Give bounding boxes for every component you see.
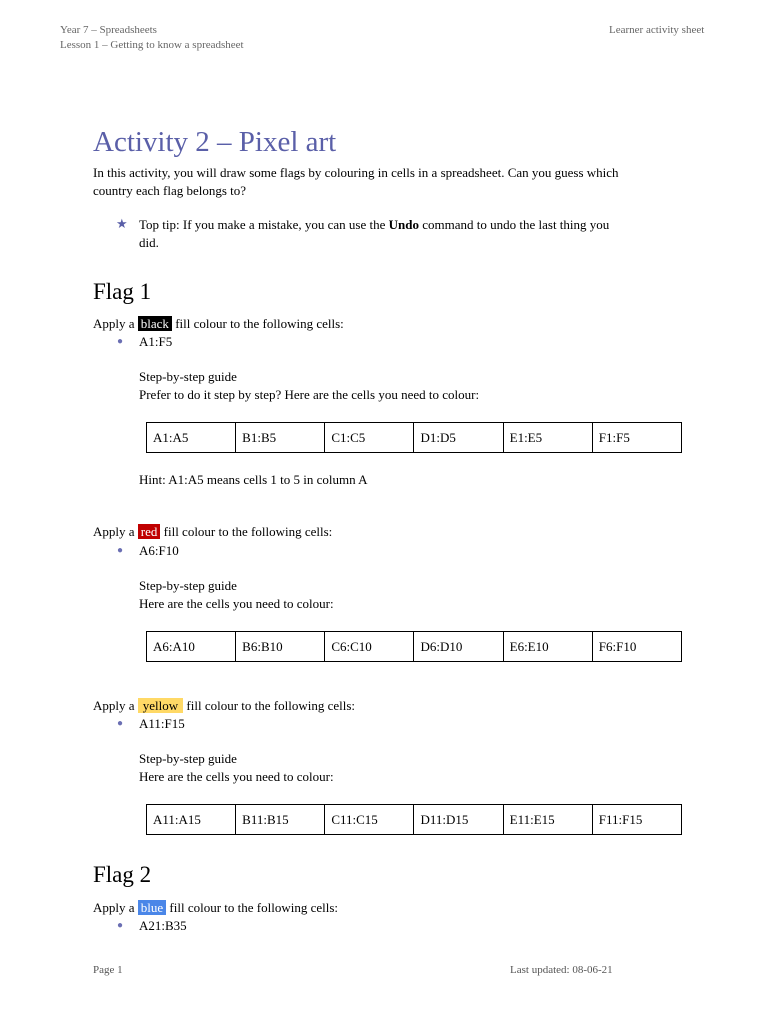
- intro-text: [93, 164, 619, 200]
- black-hint: Hint: A1:A5 means cells 1 to 5 in column A: [139, 472, 368, 487]
- black-instruction: [93, 315, 344, 333]
- red-cells-table: [146, 631, 682, 662]
- bullet-icon: ●: [117, 545, 124, 556]
- instruction-suffix: fill colour to the following cells:: [166, 900, 339, 915]
- cell-range: B6:B10: [236, 632, 325, 662]
- black-range: A1:F5: [139, 334, 173, 349]
- cell-range: C6:C10: [325, 632, 414, 662]
- intro-line-1: In this activity, you will draw some flags by colouring in cells in a spreadsheet. Can you guess which: [93, 165, 619, 180]
- tip-prefix: Top tip: If you make a mistake, you can use the: [139, 217, 389, 232]
- blue-colour-label: blue: [138, 900, 166, 915]
- intro-line-2: country each flag belongs to?: [93, 183, 247, 198]
- black-guide-title: Step-by-step guide: [139, 369, 237, 384]
- cell-range: B11:B15: [236, 805, 325, 835]
- last-updated: Last updated: 08-06-21: [510, 964, 613, 976]
- instruction-prefix: Apply a: [93, 698, 138, 713]
- yellow-range: A11:F15: [139, 716, 185, 731]
- blue-instruction: [93, 899, 338, 917]
- yellow-colour-label: yellow: [138, 698, 183, 713]
- yellow-guide-text: Here are the cells you need to colour:: [139, 769, 334, 784]
- yellow-instruction: [93, 697, 355, 715]
- cell-range: D1:D5: [414, 423, 503, 453]
- bullet-icon: ●: [117, 336, 124, 347]
- blue-range: A21:B35: [139, 918, 187, 933]
- red-instruction: [93, 523, 332, 541]
- black-guide-text: Prefer to do it step by step? Here are the cells you need to colour:: [139, 387, 480, 402]
- black-colour-label: black: [138, 316, 172, 331]
- cell-range: D6:D10: [414, 632, 503, 662]
- page-number: Page 1: [93, 964, 123, 976]
- header-sheet-type: Learner activity sheet: [609, 24, 705, 36]
- cell-range: A6:A10: [147, 632, 236, 662]
- red-guide-text: Here are the cells you need to colour:: [139, 596, 334, 611]
- cell-range: C11:C15: [325, 805, 414, 835]
- cell-range: F6:F10: [592, 632, 681, 662]
- cell-range: E1:E5: [503, 423, 592, 453]
- star-icon: ★: [116, 216, 128, 231]
- instruction-prefix: Apply a: [93, 900, 138, 915]
- cell-range: E6:E10: [503, 632, 592, 662]
- red-range: A6:F10: [139, 543, 179, 558]
- black-cells-table: [146, 422, 682, 453]
- instruction-prefix: Apply a: [93, 316, 138, 331]
- cell-range: B1:B5: [236, 423, 325, 453]
- cell-range: D11:D15: [414, 805, 503, 835]
- header-course: Year 7 – Spreadsheets: [60, 24, 157, 36]
- cell-range: F11:F15: [592, 805, 681, 835]
- tip-undo-command: Undo: [388, 217, 419, 232]
- header-lesson: Lesson 1 – Getting to know a spreadsheet: [60, 39, 244, 51]
- flag1-heading: Flag 1: [93, 279, 152, 304]
- instruction-prefix: Apply a: [93, 524, 138, 539]
- cell-range: A1:A5: [147, 423, 236, 453]
- top-tip: [139, 216, 679, 252]
- cell-range: E11:E15: [503, 805, 592, 835]
- page-title: Activity 2 – Pixel art: [93, 126, 337, 158]
- yellow-cells-table: [146, 804, 682, 835]
- instruction-suffix: fill colour to the following cells:: [171, 316, 344, 331]
- instruction-suffix: fill colour to the following cells:: [160, 524, 333, 539]
- bullet-icon: ●: [117, 718, 124, 729]
- flag2-heading: Flag 2: [93, 862, 152, 887]
- instruction-suffix: fill colour to the following cells:: [183, 698, 356, 713]
- cell-range: F1:F5: [592, 423, 681, 453]
- bullet-icon: ●: [117, 920, 124, 931]
- tip-suffix: command to undo the last thing you: [419, 217, 610, 232]
- red-colour-label: red: [138, 524, 161, 539]
- yellow-guide-title: Step-by-step guide: [139, 751, 237, 766]
- cell-range: A11:A15: [147, 805, 236, 835]
- tip-line-2: did.: [139, 235, 159, 250]
- red-guide-title: Step-by-step guide: [139, 578, 237, 593]
- cell-range: C1:C5: [325, 423, 414, 453]
